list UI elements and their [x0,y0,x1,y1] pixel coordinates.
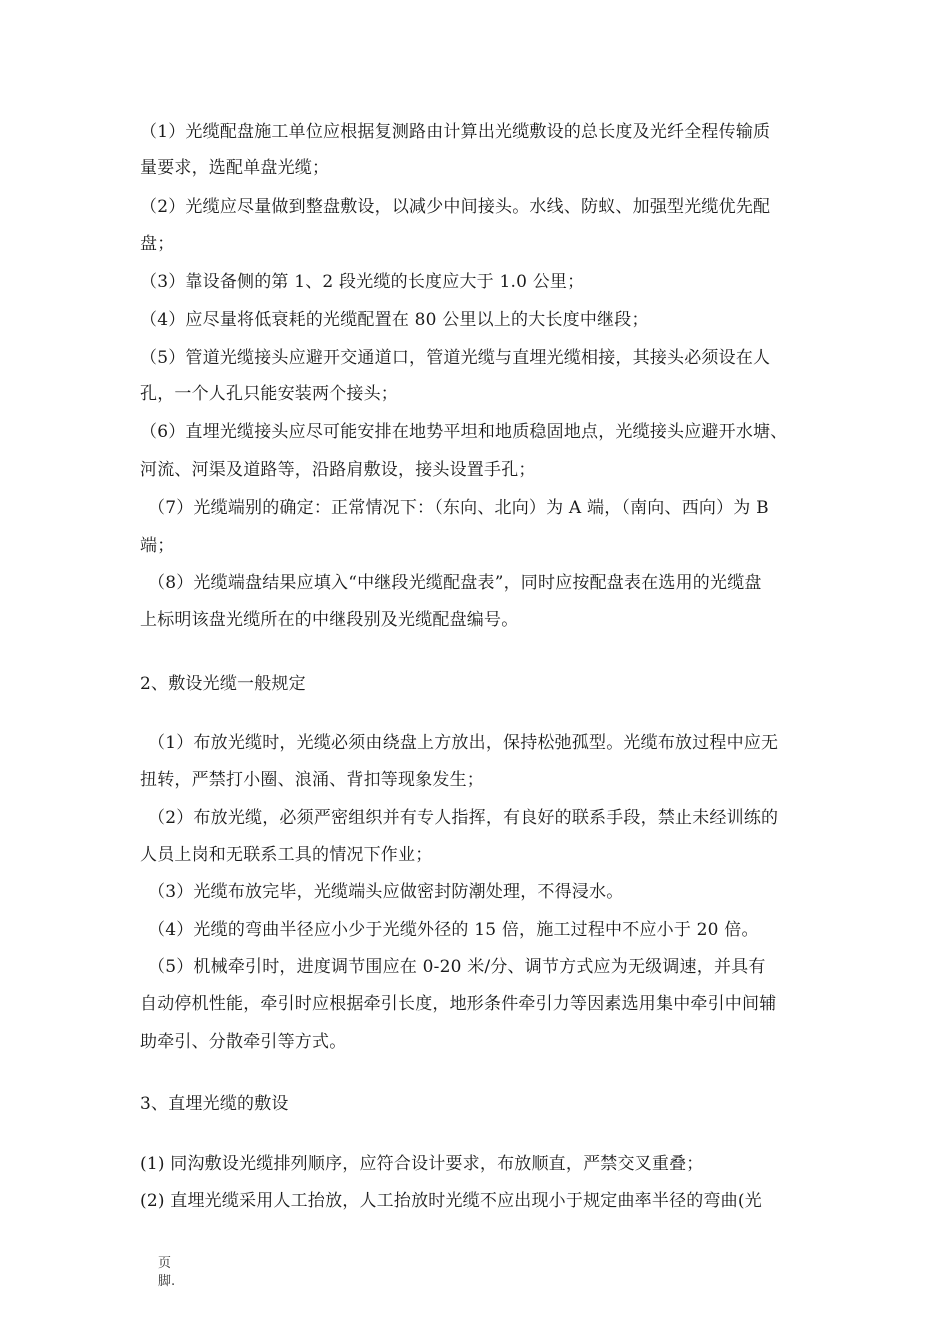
s1-item2-line2: 盘； [140,234,175,254]
s2-item5-line1: （5）机械牵引时，进度调节围应在 0-20 米/分、调节方式应为无级调速，并具有 [148,957,766,977]
s1-item1-line1: （1）光缆配盘施工单位应根据复测路由计算出光缆敷设的总长度及光纤全程传输质 [140,122,771,142]
s2-item5-line3: 助牵引、分散牵引等方式。 [140,1032,347,1052]
s2-item1-line1: （1）布放光缆时，光缆必须由绕盘上方放出，保持松弛孤型。光缆布放过程中应无 [148,733,779,753]
footer-line2: 脚. [158,1274,176,1289]
footer-line1: 页 [158,1256,172,1271]
s1-item6-line1: （6）直埋光缆接头应尽可能安排在地势平坦和地质稳固地点，光缆接头应避开水塘、 [140,422,788,442]
s1-item6-line2: 河流、河渠及道路等，沿路肩敷设，接头设置手孔； [140,460,536,480]
s1-item4: （4）应尽量将低衰耗的光缆配置在 80 公里以上的大长度中继段； [140,310,649,330]
section3-heading: 3、直埋光缆的敷设 [140,1094,289,1114]
s1-item5-line1: （5）管道光缆接头应避开交通道口，管道光缆与直埋光缆相接，其接头必须设在人 [140,348,771,368]
s1-item3: （3）靠设备侧的第 1、2 段光缆的长度应大于 1.0 公里； [140,272,585,292]
s2-item5-line2: 自动停机性能，牵引时应根据牵引长度，地形条件牵引力等因素选用集中牵引中间辅 [140,994,777,1014]
section2-heading: 2、敷设光缆一般规定 [140,674,306,694]
s2-item2-line2: 人员上岗和无联系工具的情况下作业； [140,845,433,865]
s2-item3: （3）光缆布放完毕，光缆端头应做密封防潮处理，不得浸水。 [148,882,624,902]
s1-item2-line1: （2）光缆应尽量做到整盘敷设，以减少中间接头。水线、防蚁、加强型光缆优先配 [140,197,771,217]
s3-item2: (2) 直埋光缆采用人工抬放，人工抬放时光缆不应出现小于规定曲率半径的弯曲(光 [140,1191,762,1211]
s2-item1-line2: 扭转，严禁打小圈、浪涌、背扣等现象发生； [140,770,484,790]
s1-item8-line2: 上标明该盘光缆所在的中继段别及光缆配盘编号。 [140,610,519,630]
s2-item4: （4）光缆的弯曲半径应小少于光缆外径的 15 倍，施工过程中不应小于 20 倍。 [148,920,759,940]
s1-item7-line2: 端； [140,536,175,556]
s1-item8-line1: （8）光缆端盘结果应填入“中继段光缆配盘表”，同时应按配盘表在选用的光缆盘 [148,573,762,593]
s2-item2-line1: （2）布放光缆，必须严密组织并有专人指挥，有良好的联系手段，禁止未经训练的 [148,808,779,828]
s3-item1: (1) 同沟敷设光缆排列顺序，应符合设计要求，布放顺直，严禁交叉重叠； [140,1154,704,1174]
s1-item5-line2: 孔，一个人孔只能安装两个接头； [140,384,398,404]
s1-item7-line1: （7）光缆端别的确定：正常情况下：（东向、北向）为 A 端，（南向、西向）为 B [148,498,769,518]
s1-item1-line2: 量要求，选配单盘光缆； [140,158,330,178]
